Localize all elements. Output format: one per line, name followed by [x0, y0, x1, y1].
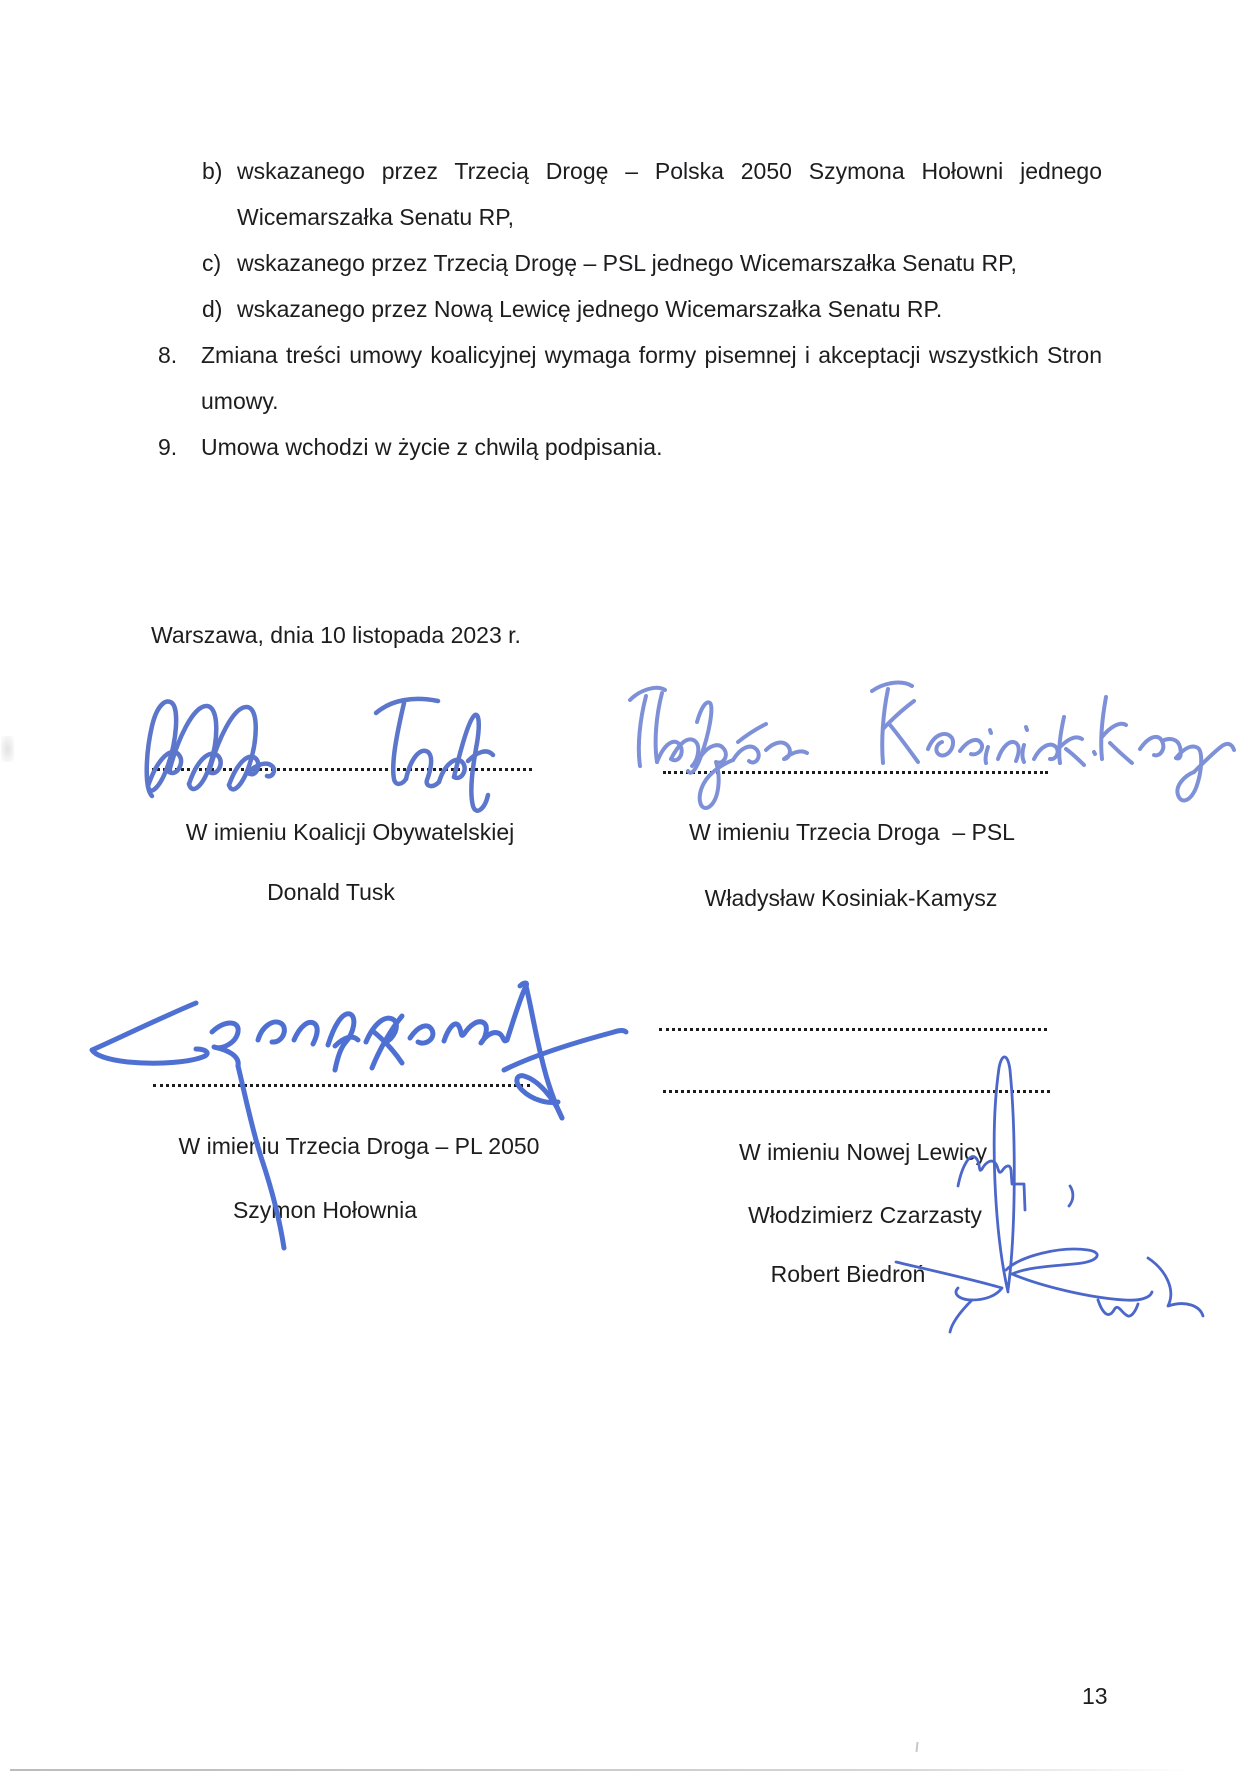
donald-tusk-signature-icon — [147, 699, 493, 811]
signatory-name-robert-biedron: Robert Biedroń — [770, 1261, 926, 1287]
szymon-holownia-signature-icon — [92, 983, 626, 1248]
czarzasty-and-biedron-signature-icon — [896, 1057, 1203, 1332]
signatory-name-wlodzimierz-czarzasty: Włodzimierz Czarzasty — [748, 1202, 982, 1228]
dateline: Warszawa, dnia 10 listopada 2023 r. — [151, 622, 521, 648]
list-marker-d: d) — [202, 296, 223, 322]
party-label-trzecia-droga-pl2050: W imieniu Trzecia Droga – PL 2050 — [178, 1133, 540, 1159]
list-text-d: wskazanego przez Nową Lewicę jednego Wicemarszałka Senatu RP. — [237, 296, 943, 322]
list-text-c: wskazanego przez Trzecią Drogę – PSL jednego Wicemarszałka Senatu RP, — [237, 250, 1017, 276]
list-marker-8: 8. — [158, 342, 178, 368]
party-label-trzecia-droga-psl: W imieniu Trzecia Droga – PSL — [689, 819, 1015, 845]
list-marker-c: c) — [202, 250, 222, 276]
list-text-8: Zmiana treści umowy koalicyjnej wymaga formy pisemnej i akceptacji wszystkich Stron umowy. — [201, 342, 1102, 414]
list-text-b: wskazanego przez Trzecią Drogę – Polska 2050 Szymona Hołowni jednego Wicemarszałka Senatu RP, — [237, 158, 1102, 230]
signatory-name-szymon-holownia: Szymon Hołownia — [232, 1197, 418, 1223]
wladyslaw-kosiniak-kamysz-signature-icon — [630, 683, 1234, 808]
list-marker-9: 9. — [158, 434, 178, 460]
signatory-name-donald-tusk: Donald Tusk — [267, 879, 395, 905]
party-label-nowa-lewica: W imieniu Nowej Lewicy — [739, 1139, 987, 1165]
list-text-9: Umowa wchodzi w życie z chwilą podpisania. — [201, 434, 663, 460]
signatory-name-kosiniak-kamysz: Władysław Kosiniak-Kamysz — [704, 885, 998, 911]
list-marker-b: b) — [202, 158, 223, 184]
page-number: 13 — [1082, 1683, 1108, 1709]
party-label-koalicja-obywatelska: W imieniu Koalicji Obywatelskiej — [185, 819, 515, 845]
